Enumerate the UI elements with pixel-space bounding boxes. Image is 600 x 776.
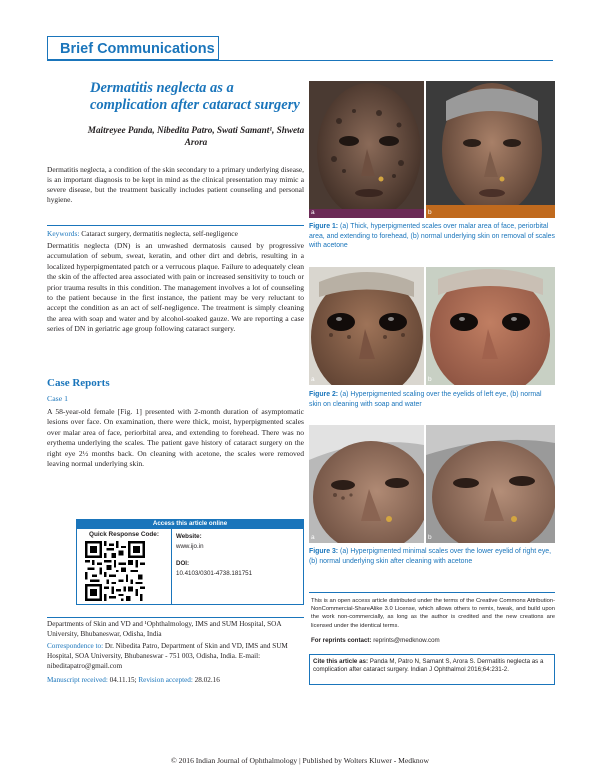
correspondence-text: Dr. Nibedita Patro, Department of Skin and VD, IMS and SUM Hospital, SOA University, Bhubaneswar - 751 003, Odisha, India. E-mail: nibeditapatro@gmail.com: [47, 642, 288, 670]
manuscript-dates: [47, 676, 304, 684]
figure-1-panel-b: b: [428, 209, 432, 216]
figure-2-caption-text: (a) Hyperpigmented scaling over the eyelids of left eye, (b) normal skin on cleaning with soap and water: [309, 391, 542, 408]
figure-1-caption: [309, 222, 555, 251]
correspondence-label: Correspondence to:: [47, 642, 104, 650]
reprints-email[interactable]: reprints@medknow.com: [373, 637, 440, 644]
qr-code-icon[interactable]: [85, 541, 145, 601]
cite-label: Cite this article as:: [313, 658, 369, 665]
access-box-header: Access this article online: [76, 519, 304, 529]
access-box-divider: [171, 529, 172, 605]
cite-text: [313, 658, 551, 675]
intro-paragraph: Dermatitis neglecta (DN) is an unwashed dermatosis caused by progressive accumulation of sebum, sweat, keratin, and other dirt and debris, resulting in a localized hyperpigmentated patch or a verrucous plaque. Failure to adequately clean the skin of the affected area associated with pain or increased sensitivity to touch or prior trauma results in this condition. The management involves a lot of counseling to the patient because in the first instance, the patient may be very reluctant to accept the condition as an act of self-negligence. The treatment is simply cleaning the area with soap and water and by alcohol-soaked gauze. We are reporting a case series of DN in geriatric age group following cataract surgery.: [47, 241, 304, 334]
figure-2-label: Figure 2:: [309, 391, 339, 398]
revision-label: Revision accepted:: [138, 676, 193, 684]
abstract: Dermatitis neglecta, a condition of the skin secondary to a primary underlying disease, is an important diagnosis to be kept in mind as the clinical presentation may mimic a severe disease, but the treatment basically includes patient counseling and personal hygiene.: [47, 165, 304, 204]
reprints-label: For reprints contact:: [311, 637, 372, 644]
qr-label: Quick Response Code:: [89, 531, 159, 538]
figure-1-label: Figure 1:: [309, 223, 339, 230]
keywords-text: Cataract surgery, dermatitis neglecta, self-negligence: [81, 229, 238, 238]
figure-3-caption: [309, 547, 555, 566]
doi-label: DOI:: [176, 560, 190, 567]
figure-1-caption-text: (a) Thick, hyperpigmented scales over malar area of face, periorbital area, and extending to forehead, (b) normal underlying skin on removal of scales with acetone: [309, 223, 555, 250]
figure-3-panel-a: a: [311, 534, 315, 541]
figure-2b-photo: [426, 267, 555, 385]
figure-1a-photo: [309, 81, 424, 218]
case1-paragraph: A 58-year-old female [Fig. 1] presented with 2-month duration of asymptomatic lesions over face. On examination, there were thick, moist, hyperpigmented scales over malar area of face, periorbital area, and extending to forehead. There was no erythema underlying the scales. The patient gave history of cataract surgery on the right eye 2½ months back. On cleaning with acetone, the scales were removed leaving normal underlying skin.: [47, 407, 304, 469]
open-access-rule: [309, 592, 555, 593]
correspondence: [47, 642, 304, 671]
figure-2-panel-b: b: [428, 376, 432, 383]
page-footer: © 2016 Indian Journal of Ophthalmology | Published by Wolters Kluwer - Medknow: [171, 756, 429, 765]
figure-2-caption: [309, 390, 555, 409]
open-access-notice: This is an open access article distributed under the terms of the Creative Commons Attribution-NonCommercial-ShareAlike 3.0 License, which allows others to remix, tweak, and build upon the work non-commercially, as long as the author is credited and the new creations are licensed under the identical terms.: [311, 598, 555, 629]
article-title: Dermatitis neglecta as a complication after cataract surgery: [90, 80, 300, 113]
section-tag: Brief Communications: [47, 36, 219, 60]
keywords-label: Keywords:: [47, 229, 80, 238]
figure-3-panel-b: b: [428, 534, 432, 541]
doi-link[interactable]: 10.4103/0301-4738.181751: [176, 570, 253, 577]
reprints: [311, 637, 440, 644]
affiliation: Departments of Skin and VD and ¹Ophthalmology, IMS and SUM Hospital, SOA University, Bhubaneswar, Odisha, India: [47, 620, 282, 638]
cite-reference: Panda M, Patro N, Samant S, Arora S. Dermatitis neglecta as a complication after cataract surgery. Indian J Ophthalmol 2016;64:231-2.: [313, 658, 544, 674]
figure-3-caption-text: (a) Hyperpigmented minimal scales over the lower eyelid of right eye, (b) normal underlying skin after cleaning with acetone: [309, 548, 552, 565]
article-authors: Maitreyee Panda, Nibedita Patro, Swati Samant¹, Shweta Arora: [87, 125, 305, 147]
affiliation-rule: [47, 617, 304, 618]
figure-3b-photo: [426, 425, 555, 543]
figure-3-label: Figure 3:: [309, 548, 339, 555]
figure-3a-photo: [309, 425, 424, 543]
figure-1b-photo: [426, 81, 555, 218]
keywords-rule: [47, 225, 304, 226]
keywords: [47, 229, 304, 239]
figure-2a-photo: [309, 267, 424, 385]
manuscript-received: 04.11.15;: [109, 676, 137, 684]
case1-heading: Case 1: [47, 394, 69, 403]
manuscript-label: Manuscript received:: [47, 676, 108, 684]
figure-1-panel-a: a: [311, 209, 315, 216]
website-label: Website:: [176, 533, 202, 540]
figure-2-panel-a: a: [311, 376, 315, 383]
revision-accepted: 28.02.16: [194, 676, 220, 684]
case-reports-heading: Case Reports: [47, 377, 110, 389]
website-link[interactable]: www.ijo.in: [176, 543, 204, 550]
